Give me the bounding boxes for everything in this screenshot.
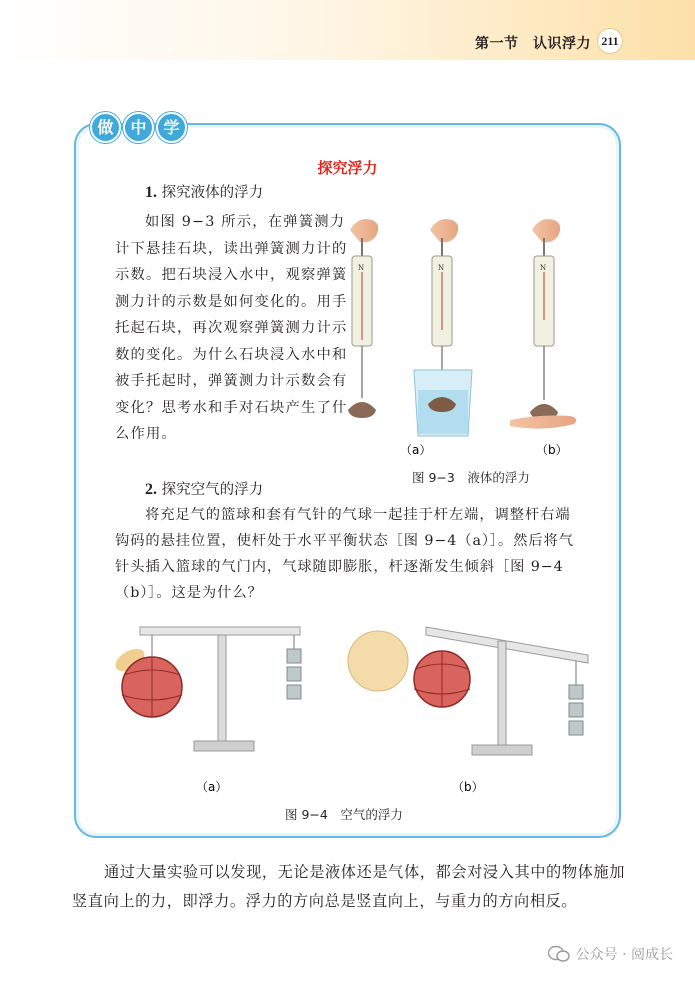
spring-scale-2 <box>414 219 472 436</box>
subheading-2-number: 2. <box>145 481 157 498</box>
spring-scale-1 <box>348 219 378 418</box>
figure-9-4-caption: 图 9−4 空气的浮力 <box>285 807 403 822</box>
subheading-1-number: 1. <box>145 184 157 201</box>
paragraph-2 <box>115 502 585 606</box>
scale-3-letter: N <box>540 264 547 272</box>
wechat-icon <box>548 945 570 963</box>
badge-char-1: 做 <box>90 112 121 143</box>
fig3-label-b: （b） <box>536 443 568 457</box>
scale-1-letter: N <box>358 264 365 272</box>
spring-scale-3 <box>510 219 576 428</box>
fig4-label-a: （a） <box>196 780 228 794</box>
subheading-2 <box>145 478 263 499</box>
activity-title: 探究浮力 <box>317 159 378 177</box>
balance-a <box>112 627 301 751</box>
figure-9-3 <box>340 210 600 460</box>
badge-char-2: 中 <box>123 112 154 143</box>
conclusion-paragraph: 通过大量实验可以发现，无论是液体还是气体，都会对浸入其中的物体施加竖直向上的力，即浮力。浮力的方向总是竖直向上，与重力的方向相反。 <box>72 863 625 910</box>
scale-2-letter: N <box>438 264 445 272</box>
subheading-1 <box>145 181 263 202</box>
paragraph-2-text: 将充足气的篮球和套有气针的气球一起挂于杆左端，调整杆右端钩码的悬挂位置，使杆处于水平平衡状态［图 9−4（a）］。然后将气针头插入篮球的气门内，气球随即膨胀，杆逐渐发生倾斜［图 9−4（b）］。这是为什么？ <box>115 507 574 601</box>
fig4-label-b: （b） <box>452 780 484 794</box>
paragraph-1 <box>115 209 351 448</box>
section-title: 第一节 认识浮力 <box>475 36 591 52</box>
watermark-text: 公众号 · 阅成长 <box>575 947 673 963</box>
paragraph-1-text: 如图 9−3 所示，在弹簧测力计下悬挂石块，读出弹簧测力计的示数。把石块浸入水中，观察弹簧测力计的示数是如何变化的。用手托起石块，再次观察弹簧测力计示数的变化。为什么石块浸入水中和被手托起时，弹簧测力计示数会有变化？思考水和手对石块产生了什么作用。 <box>115 214 348 442</box>
figure-9-3-caption: 图 9−3 液体的浮力 <box>412 470 530 485</box>
watermark <box>548 944 673 964</box>
figure-9-4 <box>100 605 610 805</box>
subheading-2-text: 探究空气的浮力 <box>161 482 264 498</box>
balance-b <box>348 627 588 755</box>
page-number: 211 <box>597 28 623 54</box>
fig3-label-a: （a） <box>400 443 432 457</box>
subheading-1-text: 探究液体的浮力 <box>161 185 264 201</box>
badge-char-3: 学 <box>156 112 187 143</box>
activity-badge <box>90 112 187 142</box>
